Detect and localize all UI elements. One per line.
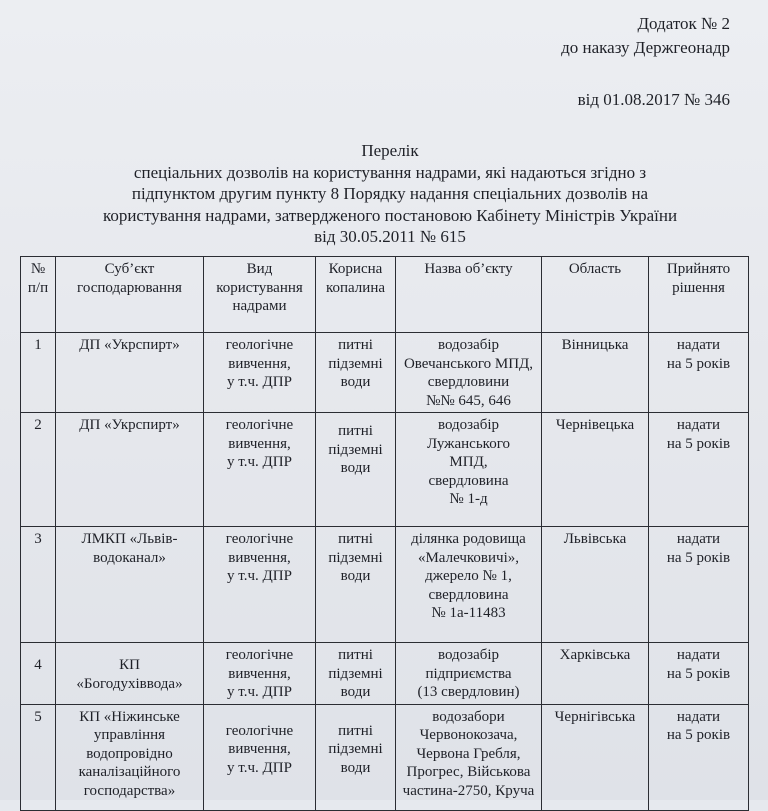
cell-entity: ДП «Укрспирт» (56, 413, 204, 527)
header-entity: Суб’єкт господарювання (56, 257, 204, 333)
permits-table (20, 256, 749, 811)
title-line-1: Перелік (361, 141, 419, 160)
header-decision: Прийнято рішення (649, 257, 749, 333)
cell-object: водозабори Червонокозача, Червона Гребля, Прогрес, Військова частина-2750, Круча (396, 704, 542, 810)
cell-entity: ДП «Укрспирт» (56, 333, 204, 413)
title-line-5: від 30.05.2011 № 615 (314, 227, 466, 246)
cell-num: 5 (21, 704, 56, 810)
cell-region: Чернівецька (542, 413, 649, 527)
addendum-line-1: Додаток № 2 (637, 14, 730, 33)
cell-mineral: питні підземні води (316, 333, 396, 413)
header-object: Назва об’єкту (396, 257, 542, 333)
cell-num: 3 (21, 527, 56, 643)
cell-mineral: питні підземні води (316, 413, 396, 527)
header-use: Вид користування надрами (204, 257, 316, 333)
table-header-row (21, 257, 749, 333)
cell-region: Вінницька (542, 333, 649, 413)
cell-use: геологічне вивчення, у т.ч. ДПР (204, 704, 316, 810)
cell-use: геологічне вивчення, у т.ч. ДПР (204, 333, 316, 413)
cell-num: 2 (21, 413, 56, 527)
cell-num: 1 (21, 333, 56, 413)
table-row (21, 643, 749, 705)
cell-decision: надати на 5 років (649, 643, 749, 705)
header-mineral: Корисна копалина (316, 257, 396, 333)
cell-object: водозабір підприємства (13 свердловин) (396, 643, 542, 705)
cell-entity: КП «Богодухівводa» (56, 643, 204, 705)
cell-entity: КП «Ніжинське управління водопровідно каналізаційного господарства» (56, 704, 204, 810)
cell-region: Харківська (542, 643, 649, 705)
cell-decision: надати на 5 років (649, 527, 749, 643)
cell-decision: надати на 5 років (649, 413, 749, 527)
cell-use: геологічне вивчення, у т.ч. ДПР (204, 413, 316, 527)
cell-decision: надати на 5 років (649, 704, 749, 810)
header-num: № п/п (21, 257, 56, 333)
title-line-4: користування надрами, затвердженого постановою Кабінету Міністрів України (102, 205, 678, 225)
table-row (21, 527, 749, 643)
addendum-line-3: від 01.08.2017 № 346 (577, 90, 730, 109)
addendum-line-2: до наказу Держгеонадр (561, 38, 730, 57)
cell-region: Львівська (542, 527, 649, 643)
cell-object: ділянка родовища «Малечковичі», джерело № 1, свердловина № 1а-11483 (396, 527, 542, 643)
header-region: Область (542, 257, 649, 333)
cell-mineral: питні підземні води (316, 527, 396, 643)
cell-use: геологічне вивчення, у т.ч. ДПР (204, 527, 316, 643)
table-row (21, 333, 749, 413)
cell-entity: ЛМКП «Львів- водоканал» (56, 527, 204, 643)
table-row (21, 704, 749, 810)
table-row (21, 413, 749, 527)
document-title (70, 140, 710, 248)
cell-region: Чернігівська (542, 704, 649, 810)
cell-mineral: питні підземні води (316, 704, 396, 810)
addendum-block (561, 12, 730, 112)
cell-mineral: питні підземні води (316, 643, 396, 705)
title-line-3: підпунктом другим пункту 8 Порядку надання спеціальних дозволів на (131, 184, 649, 203)
cell-use: геологічне вивчення, у т.ч. ДПР (204, 643, 316, 705)
cell-num: 4 (21, 643, 56, 705)
title-line-2: спеціальних дозволів на користування надрами, які надаються згідно з (133, 162, 647, 182)
cell-object: водозабір Лужанського МПД, свердловина № 1-д (396, 413, 542, 527)
cell-object: водозабір Овечанського МПД, свердловини №№ 645, 646 (396, 333, 542, 413)
cell-decision: надати на 5 років (649, 333, 749, 413)
